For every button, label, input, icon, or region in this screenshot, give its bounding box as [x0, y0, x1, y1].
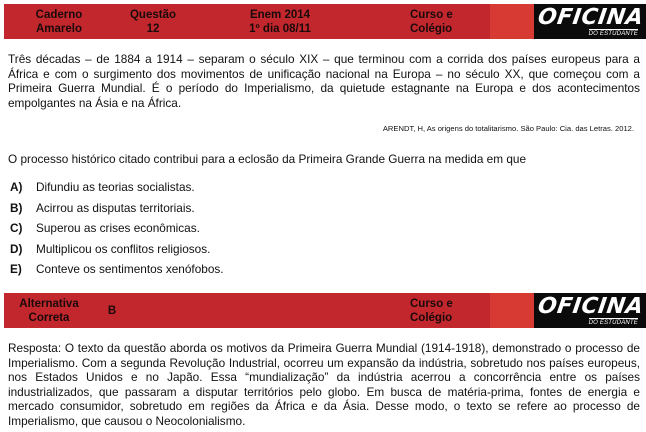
curso-line2: Colégio: [410, 22, 453, 35]
oficina-logo: [534, 293, 646, 328]
oficina-logo: [534, 4, 646, 39]
curso-line2: Colégio: [410, 311, 453, 324]
option-e: [10, 259, 224, 280]
header-band: [4, 4, 646, 39]
questao-cell: [104, 4, 202, 39]
explanation-text: Resposta: O texto da questão aborda os motivos da Primeira Guerra Mundial (1914-1918), demonstrado o processo de Imperialismo. Com a segunda Revolução Industrial, ocorreu um expansão da indústria, sobretudo nos países europeus, nos Estados Unidos e no Japão. Essa “mundialização” da indústria acerrou a concorrência entre os países industrializados, que passaram a disputar territórios pelo globo. Em busca de matéria-prima, fontes de energia e mercado consumidor, sobretudo em regiões da África e da Ásia. Desse modo, o texto se refere ao processo de Imperialismo, que causou o Neocolonialismo.: [8, 341, 640, 428]
answer-options: [10, 177, 224, 280]
option-text: Multiplicou os conflitos religiosos.: [36, 241, 211, 256]
option-c: [10, 218, 224, 239]
answer-band: [4, 293, 646, 328]
option-d: [10, 239, 224, 260]
citation: ARENDT, H, As origens do totalitarismo. São Paulo: Cia. das Letras. 2012.: [382, 124, 634, 133]
caderno-cell: [4, 4, 114, 39]
option-text: Difundiu as teorias socialistas.: [36, 180, 195, 195]
option-b: [10, 198, 224, 219]
alternativa-label-2: Correta: [28, 311, 70, 324]
logo-subtitle: DO ESTUDANTE: [588, 31, 638, 37]
logo-word: OFICINA: [536, 5, 646, 30]
correct-answer-value: B: [107, 304, 117, 317]
option-text: Superou as crises econômicas.: [36, 221, 200, 236]
option-letter: A): [10, 180, 23, 195]
option-text: Acirrou as disputas territoriais.: [36, 200, 195, 215]
option-letter: D): [10, 241, 23, 256]
question-prompt: O processo histórico citado contribui para a eclosão da Primeira Grande Guerra na medida em que: [8, 152, 527, 166]
exam-label: Enem 2014: [249, 8, 311, 21]
option-letter: B): [10, 200, 23, 215]
exam-date: 1º dia 08/11: [249, 22, 311, 35]
band-accent: [490, 4, 534, 39]
questao-value: 12: [146, 22, 160, 35]
exam-cell: [232, 4, 328, 39]
passage-text: Três décadas – de 1884 a 1914 – separam o século XIX – que terminou com a corrida dos países europeus para a África e com o surgimento dos movimentos de unificação nacional na Europa – no século XX, que começou com a Primeira Guerra Mundial. É o período do Imperialismo, da quietude estagnante na Europa e dos acontecimentos empolgantes na Ásia e na África.: [8, 52, 640, 110]
option-a: [10, 177, 224, 198]
correct-answer: [104, 293, 120, 328]
curso-line1: Curso e: [410, 297, 453, 310]
alternativa-label-1: Alternativa: [19, 297, 79, 310]
option-text: Conteve os sentimentos xenófobos.: [36, 262, 224, 277]
option-letter: C): [10, 221, 23, 236]
curso-cell: [410, 293, 470, 328]
alternativa-cell: [4, 293, 94, 328]
curso-cell: [410, 4, 470, 39]
logo-subtitle: DO ESTUDANTE: [588, 320, 638, 326]
caderno-label: Caderno: [35, 8, 83, 21]
questao-label: Questão: [129, 8, 176, 21]
curso-line1: Curso e: [410, 8, 453, 21]
option-letter: E): [10, 262, 22, 277]
band-accent: [490, 293, 534, 328]
caderno-value: Amarelo: [35, 22, 83, 35]
logo-word: OFICINA: [536, 294, 646, 319]
